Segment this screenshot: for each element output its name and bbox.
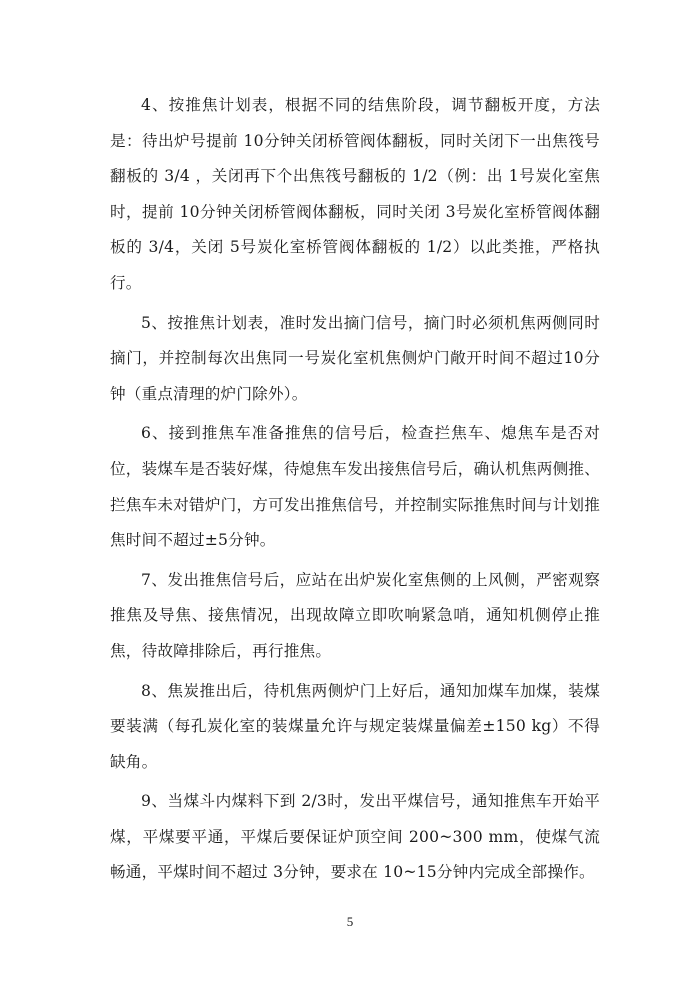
page-number: 5 [346,914,354,929]
paragraph-item-8: 8、焦炭推出后，待机焦两侧炉门上好后，通知加煤车加煤，装煤要装满（每孔炭化室的装煤量允许与规定装煤量偏差±150 kg）不得缺角。 [110,681,600,771]
paragraph-item-6: 6、接到推焦车准备推焦的信号后，检查拦焦车、熄焦车是否对位，装煤车是否装好煤，待熄焦车发出接焦信号后，确认机焦两侧推、拦焦车未对错炉门，方可发出推焦信号，并控制实际推焦时间与计划推焦时间不超过±5分钟。 [110,424,600,550]
paragraph-item-5: 5、按推焦计划表，准时发出摘门信号，摘门时必须机焦两侧同时摘门，并控制每次出焦同一号炭化室机焦侧炉门敞开时间不超过10分钟（重点清理的炉门除外）。 [110,313,600,403]
paragraph-item-7: 7、发出推焦信号后，应站在出炉炭化室焦侧的上风侧，严密观察推焦及导焦、接焦情况，出现故障立即吹响紧急哨，通知机侧停止推焦，待故障排除后，再行推焦。 [110,570,600,660]
paragraph-item-9: 9、当煤斗内煤料下到 2/3时，发出平煤信号，通知推焦车开始平煤，平煤要平通，平煤后要保证炉顶空间 200~300 mm，使煤气流畅通，平煤时间不超过 3分钟，要求在 10~15分钟内完成全部操作。 [110,792,600,882]
paragraph-item-4: 4、按推焦计划表，根据不同的结焦阶段，调节翻板开度，方法是：待出炉号提前 10分钟关闭桥管阀体翻板，同时关闭下一出焦筏号翻板的 3/4 ，关闭再下个出焦筏号翻板的 1/2（例：出 1号炭化室焦时，提前 10分钟关闭桥管阀体翻板，同时关闭 3号炭化室桥管阀体翻板的 3/4，关闭 5号炭化室桥管阀体翻板的 1/2）以此类推，严格执行。 [110,96,600,292]
document-body [110,88,600,895]
